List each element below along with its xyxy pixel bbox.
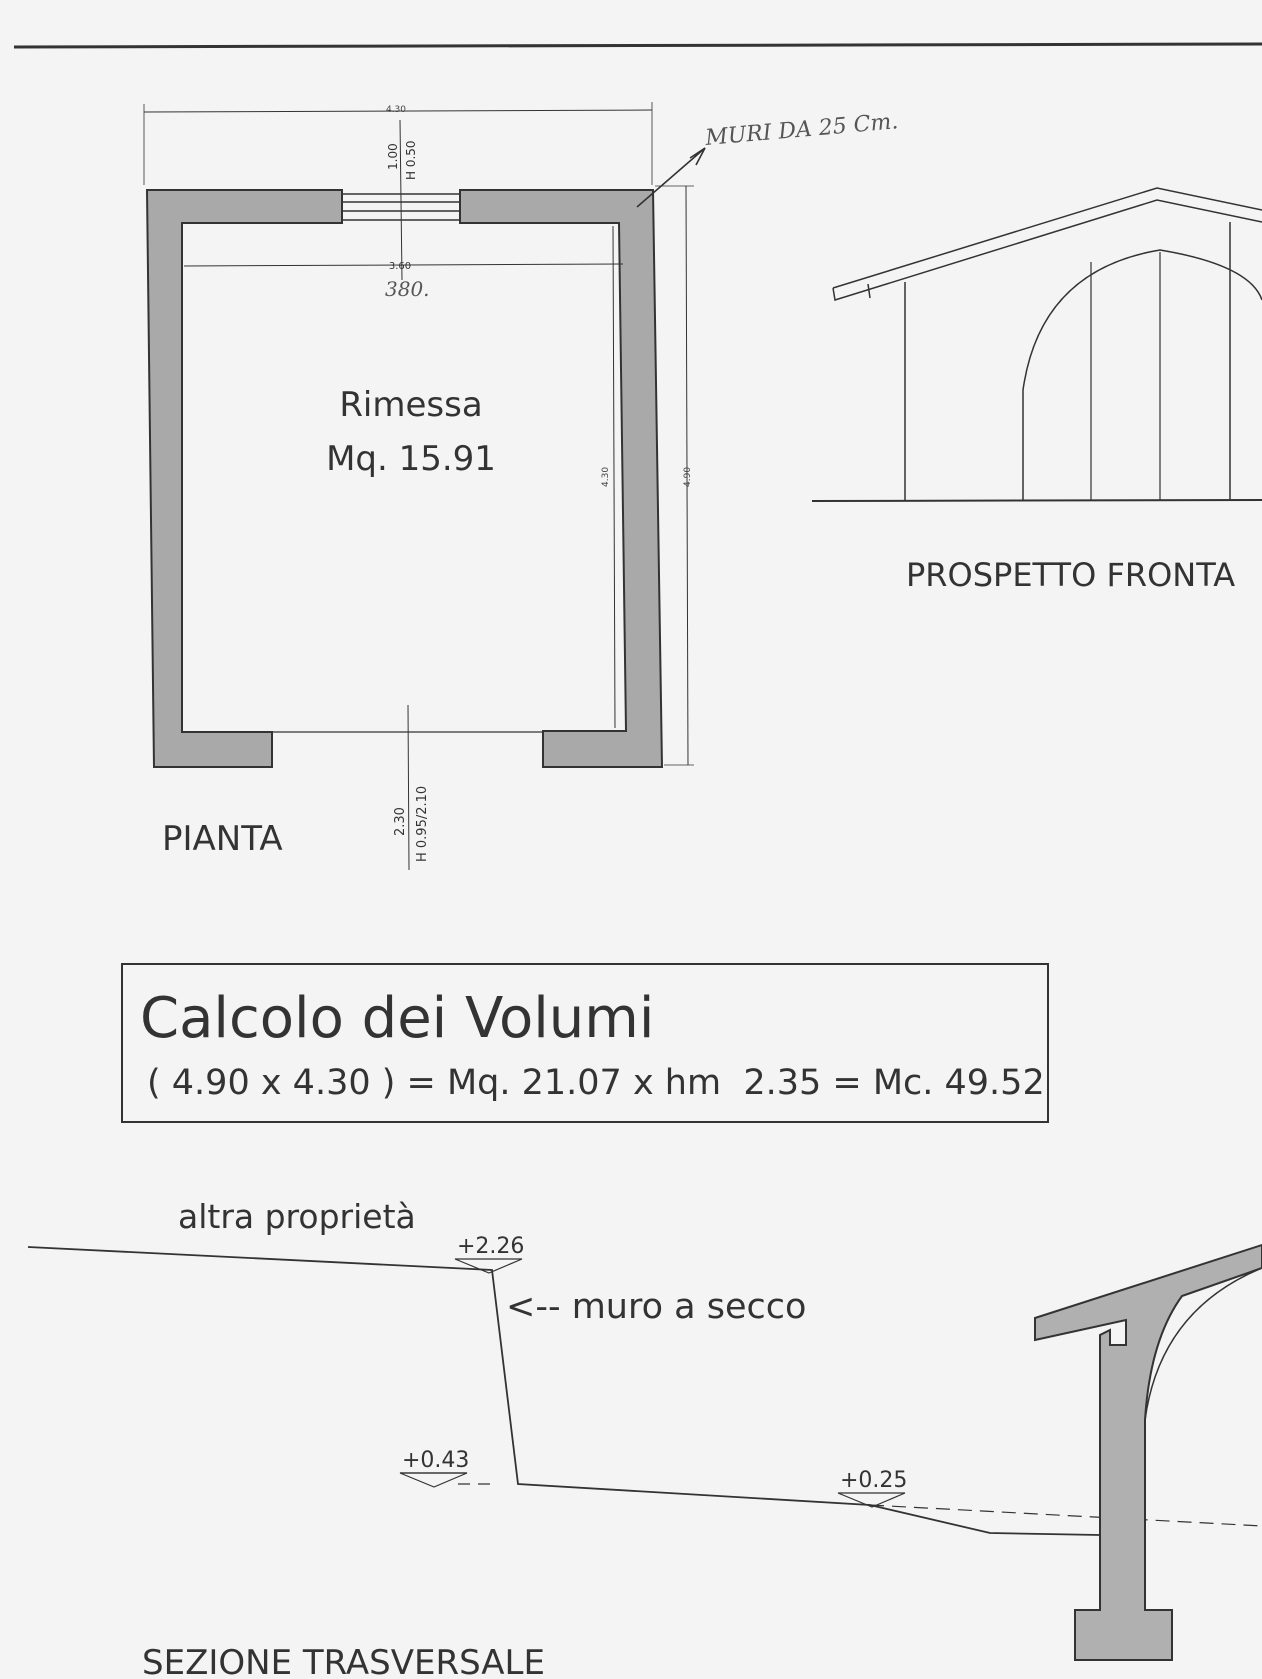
window-width-dim: 1.00 (386, 143, 400, 170)
room-name: Rimessa (339, 385, 483, 425)
elevation-roof (833, 188, 1262, 300)
level-marker-right (838, 1468, 907, 1507)
floor-plan (144, 102, 899, 870)
svg-text:+0.43: +0.43 (402, 1448, 470, 1473)
room-area: Mq. 15.91 (326, 439, 496, 479)
svg-text:+0.25: +0.25 (840, 1468, 908, 1493)
volume-calculation-box (122, 964, 1048, 1122)
elevation-ground (812, 500, 1262, 501)
sheet-top-border (14, 44, 1262, 47)
volume-title: Calcolo dei Volumi (140, 986, 655, 1051)
plan-walls (147, 190, 342, 767)
handwritten-wall-note: MURI DA 25 Cm. (704, 109, 900, 151)
other-property-label: altra proprietà (178, 1197, 416, 1236)
dim-height-outer: 4.90 (683, 466, 693, 487)
dim-width-outer: 4.30 (385, 105, 407, 115)
door-height-dim: H 0.95/2.10 (415, 785, 430, 862)
note-arrow (637, 148, 705, 207)
level-marker-mid (400, 1448, 469, 1487)
svg-text:+2.26: +2.26 (457, 1234, 525, 1259)
front-elevation (812, 188, 1262, 594)
elevation-arched-door (1023, 250, 1262, 500)
dim-inner-printed: 3.60 (388, 261, 412, 272)
window-height-dim: H 0.50 (404, 140, 418, 180)
dim-height-inner: 4.30 (601, 466, 611, 487)
elevation-title: PROSPETTO FRONTA (906, 556, 1236, 594)
section-title: SEZIONE TRASVERSALE (142, 1643, 545, 1679)
cross-section (28, 1197, 1262, 1679)
door-width-dim: 2.30 (393, 807, 408, 836)
volume-formula: ( 4.90 x 4.30 ) = Mq. 21.07 x hm 2.35 = Mc. 49.52 (147, 1063, 1045, 1103)
section-building (1035, 1245, 1262, 1660)
level-marker-top (455, 1234, 524, 1273)
dry-wall-label: <-- muro a secco (506, 1287, 807, 1327)
dim-inner-handwritten: 380. (385, 277, 430, 301)
plan-title: PIANTA (162, 819, 283, 859)
